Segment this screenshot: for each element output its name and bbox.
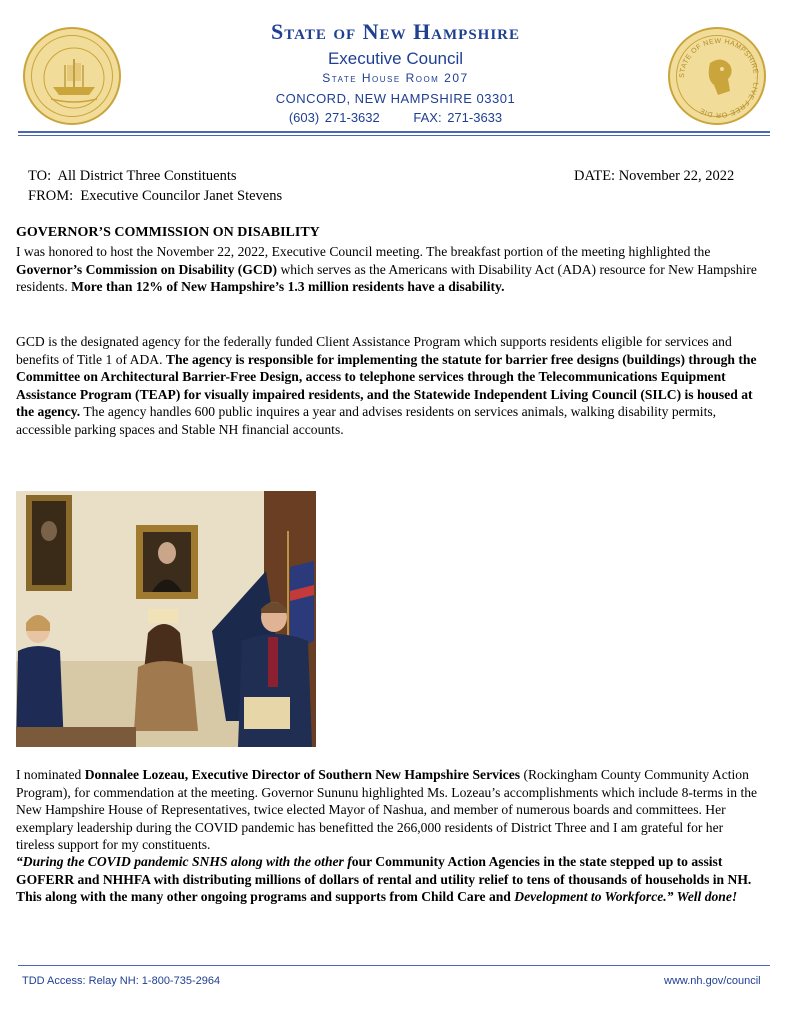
footer-website-link[interactable]: www.nh.gov/council bbox=[664, 975, 761, 987]
live-free-or-die-seal-icon bbox=[668, 27, 766, 125]
letterhead-phone: (603) 271-3632 FAX: 271-3633 bbox=[288, 110, 503, 125]
memo-to: TO: All District Three Constituents bbox=[28, 168, 237, 184]
letterhead-address: CONCORD, NEW HAMPSHIRE 03301 bbox=[275, 91, 516, 106]
memo-date: DATE: November 22, 2022 bbox=[574, 168, 735, 184]
paragraph-gcd-intro: I was honored to host the November 22, 2022, Executive Council meeting. The breakfast portion of the meeting highlighted the Governor’s Commission on Disability (GCD) which serves as the Americans with Disability Act (ADA) resource for New Hampshire residents. More than 12% of New Hampshire’s 1.3 million residents have a disability. bbox=[16, 244, 757, 294]
header-rule-thin bbox=[18, 135, 770, 136]
footer-rule bbox=[18, 965, 770, 966]
memo-from: FROM: Executive Councilor Janet Stevens bbox=[28, 188, 283, 204]
paragraph-gcd-agency: GCD is the designated agency for the federally funded Client Assistance Program which supports residents eligible for services and benefits of Title 1 of ADA. The agency is responsible for implementing the statute for barrier free designs (buildings) through the Committee on Architectural Barrier-Free Design, access to telephone services through the Telecommunications Equipment Assistance Program (TEAP) for visually impaired residents, and the Statewide Independent Living Council (SILC) is housed at the agency. The agency handles 600 public inquires a year and advises residents on services animals, walking disability permits, accessible parking spaces and Stable NH financial accounts. bbox=[16, 334, 757, 437]
paragraph-lozeau-nomination: I nominated Donnalee Lozeau, Executive Director of Southern New Hampshire Services (Rockingham County Community Action Program), for commendation at the meeting. Governor Sununu highlighted Ms. Lozeau’s accomplishments which include 8-terms in the New Hampshire House of Representatives, twice elected Mayor of Nashua, and member of numerous boards and committees. Her exemplary leadership during the COVID pandemic has benefitted the 266,000 residents of District Three and I am grateful for her tireless support for my constituents. bbox=[16, 767, 758, 852]
letterhead-room: State House Room 207 bbox=[322, 71, 469, 85]
header-rule bbox=[18, 131, 770, 133]
footer-tdd: TDD Access: Relay NH: 1-800-735-2964 bbox=[22, 975, 221, 987]
section-title: GOVERNOR’S COMMISSION ON DISABILITY bbox=[16, 225, 320, 240]
letterhead-council: Executive Council bbox=[327, 49, 464, 68]
state-seal-left-icon bbox=[23, 27, 121, 125]
letterhead-title: State of New Hampshire bbox=[270, 19, 521, 44]
quote-snhs: “During the COVID pandemic SNHS along with the other four Community Action Agencies in the state stepped up to assist GOFERR and NHHFA with distributing millions of dollars of rental and utility relief to tens of thousands of households in NH. This along with the many other ongoing programs and supports from Child Care and Development to Workforce.” Well done! bbox=[16, 854, 752, 904]
council-meeting-photo bbox=[16, 491, 316, 747]
seal-text: STATE OF NEW HAMPSHIRE · LIVE FREE OR DIE bbox=[678, 37, 760, 119]
